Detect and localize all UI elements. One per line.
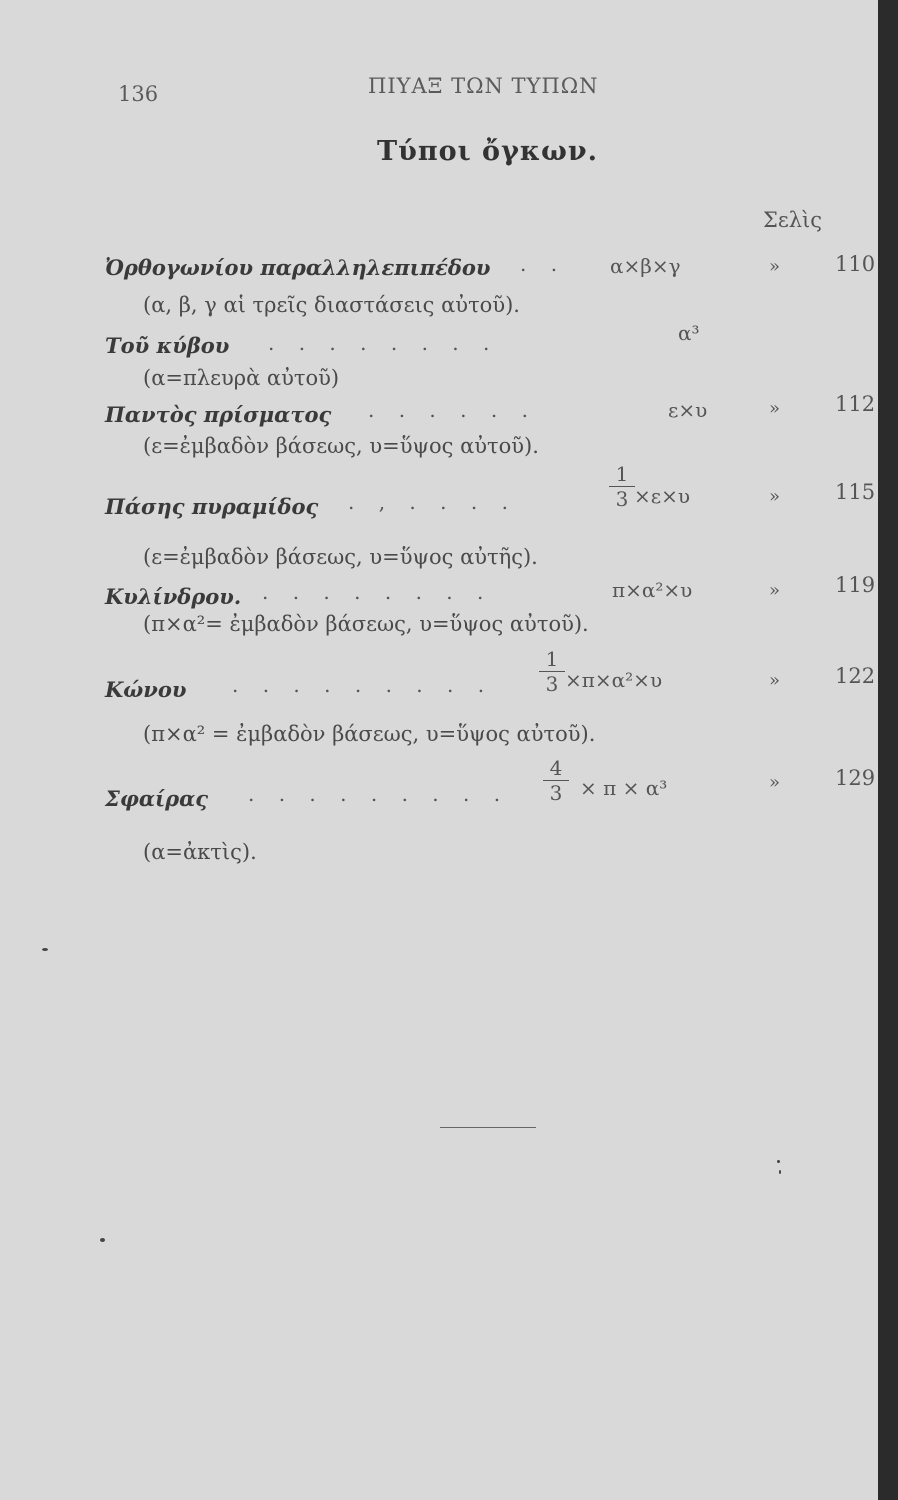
leader-dots: . . . . . . . .: [268, 331, 499, 355]
page-reference: 110: [835, 252, 876, 276]
ditto-mark: »: [769, 772, 781, 793]
end-rule: [440, 1127, 536, 1128]
entry-note: (α=ἀκτὶς).: [143, 840, 257, 864]
formula: ε×υ: [668, 398, 708, 422]
ink-speck: [100, 1238, 105, 1242]
fraction: [545, 756, 567, 805]
entry-name: Κυλίνδρου.: [105, 584, 242, 609]
leader-dots: . , . . . .: [348, 490, 517, 514]
ditto-mark: »: [769, 486, 781, 507]
entry-note: (ε=ἐμβαδὸν βάσεως, υ=ὕψος αὐτῆς).: [143, 545, 538, 569]
entry-note: (α, β, γ αἱ τρεῖς διαστάσεις αὐτοῦ).: [143, 293, 520, 317]
page-reference: 129: [835, 766, 876, 790]
entry-name: Σφαίρας: [105, 786, 209, 811]
entry-note: (α=πλευρὰ αὐτοῦ): [143, 366, 340, 390]
entry-name: Πάσης πυραμίδος: [105, 494, 319, 519]
leader-dots: . . . . . . . . .: [248, 782, 510, 806]
leader-dots: . . . . . . . .: [262, 580, 493, 604]
entry-name: Παντὸς πρίσματος: [105, 402, 332, 427]
entry-note: (π×α² = ἐμβαδὸν βάσεως, υ=ὕψος αὐτοῦ).: [143, 722, 596, 746]
entry-name: Κώνου: [105, 677, 187, 702]
ditto-mark: »: [769, 256, 781, 277]
fraction-numerator: 1: [545, 647, 559, 671]
page-reference: 119: [835, 573, 876, 597]
formula: ×ε×υ: [634, 484, 691, 508]
ditto-mark: »: [769, 398, 781, 419]
fraction-denominator: 3: [549, 781, 563, 805]
formula: π×α²×υ: [612, 578, 693, 602]
scan-edge: [878, 0, 898, 1500]
formula: ×π×α²×υ: [565, 668, 663, 692]
entry-name: Τοῦ κύβου: [105, 333, 230, 358]
page-reference: 112: [835, 392, 876, 416]
page-reference: 122: [835, 664, 876, 688]
running-head: ΠΙΥΑΞ ΤΩΝ ΤΥΠΩΝ: [368, 74, 599, 98]
fraction-numerator: 4: [549, 756, 563, 780]
fraction-denominator: 3: [545, 672, 559, 696]
entry-note: (π×α²= ἐμβαδὸν βάσεως, υ=ὕψος αὐτοῦ).: [143, 612, 589, 636]
ink-speck: [779, 1170, 781, 1174]
leader-dots: . .: [520, 252, 567, 276]
leader-dots: . . . . . .: [368, 398, 537, 422]
ink-speck: [42, 948, 48, 951]
ditto-mark: »: [769, 670, 781, 691]
formula: × π × α³: [580, 776, 668, 800]
page-number: 136: [118, 82, 159, 106]
formula: α×β×γ: [610, 254, 681, 278]
fraction-denominator: 3: [615, 487, 629, 511]
entry-note: (ε=ἐμβαδὸν βάσεως, υ=ὕψος αὐτοῦ).: [143, 434, 539, 458]
page-reference: 115: [835, 480, 876, 504]
entry-name: Ὀρθογωνίου παραλληλεπιπέδου: [105, 255, 491, 280]
ditto-mark: »: [769, 580, 781, 601]
section-title: Τύποι ὄγκων.: [377, 136, 598, 167]
page-column-heading: Σελὶς: [763, 208, 823, 232]
formula: α³: [678, 321, 700, 345]
fraction: [541, 647, 563, 696]
fraction-numerator: 1: [615, 462, 629, 486]
ink-speck: [777, 1160, 780, 1163]
leader-dots: . . . . . . . . .: [232, 673, 494, 697]
fraction: [611, 462, 633, 511]
